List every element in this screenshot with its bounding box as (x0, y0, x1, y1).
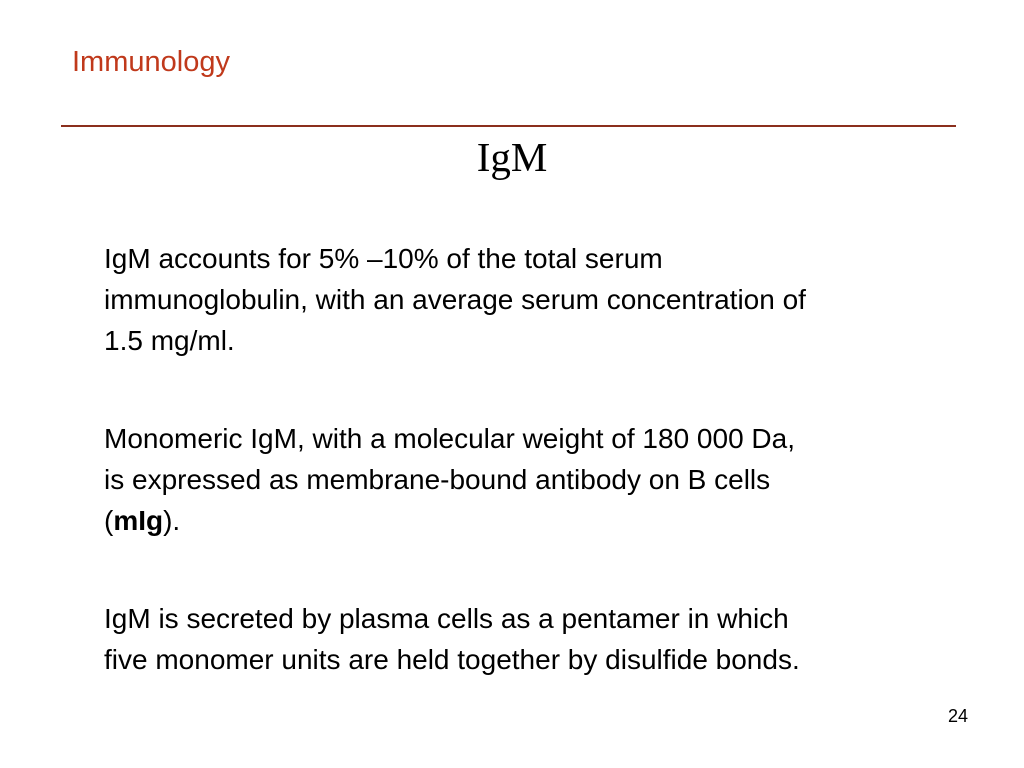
paragraph-line: IgM is secreted by plasma cells as a pentamer in which (104, 603, 789, 634)
paragraph-line: Monomeric IgM, with a molecular weight of 180 000 Da, (104, 423, 795, 454)
paren-close: ). (163, 505, 181, 536)
paragraph-monomeric-igm (104, 418, 984, 541)
paragraph-line: IgM accounts for 5% –10% of the total serum (104, 243, 663, 274)
paragraph-pentamer (104, 598, 984, 680)
slide-title: IgM (476, 134, 548, 180)
paragraph-line: 1.5 mg/ml. (104, 325, 235, 356)
paragraph-line: is expressed as membrane-bound antibody on B cells (104, 464, 771, 495)
paragraph-line: five monomer units are held together by disulfide bonds. (104, 644, 800, 675)
paragraph-line (104, 500, 984, 541)
page-number: 24 (947, 706, 968, 726)
paren-open: ( (104, 505, 114, 536)
paragraph-igm-serum (104, 238, 984, 361)
header-divider (61, 125, 956, 127)
section-title: Immunology (72, 46, 230, 78)
paragraph-line: immunoglobulin, with an average serum concentration of (104, 284, 806, 315)
mig-term: mIg (113, 505, 164, 536)
